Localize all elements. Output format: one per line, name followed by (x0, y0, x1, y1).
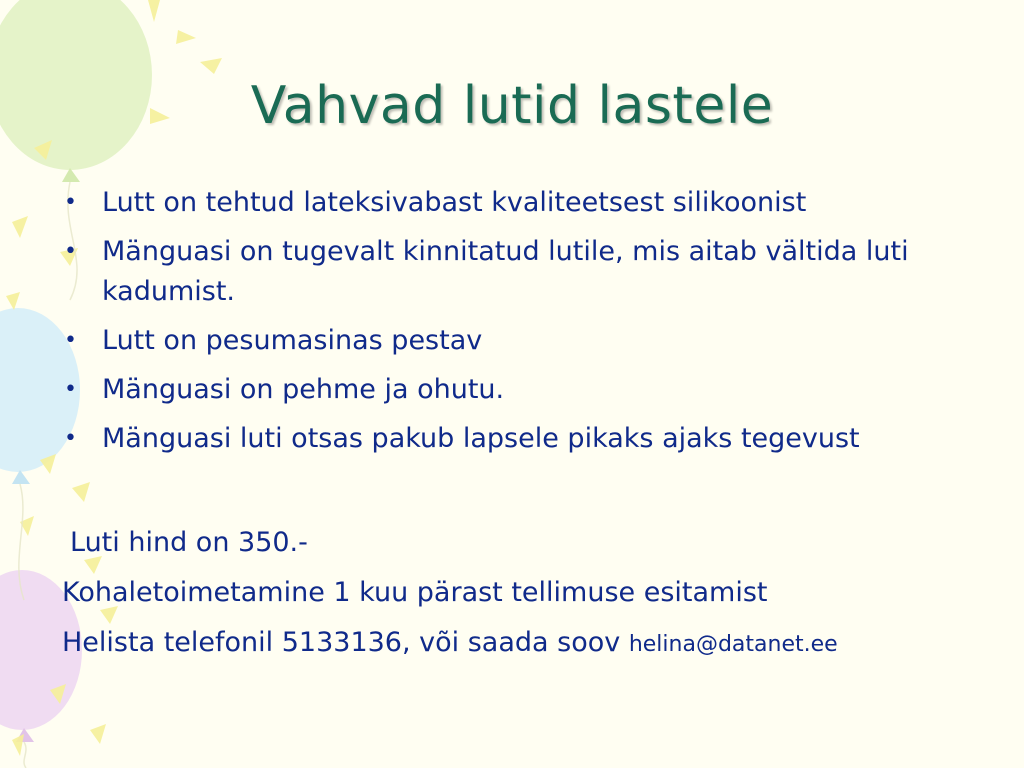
price-line: Luti hind on 350.- (70, 527, 308, 558)
bullet-text: Mänguasi on tugevalt kinnitatud lutile, mis aitab vältida luti kadumist. (102, 236, 909, 307)
bullet-text: Mänguasi on pehme ja ohutu. (102, 374, 505, 405)
bullet-icon: • (64, 328, 77, 353)
list-item (62, 321, 982, 361)
delivery-line: Kohaletoimetamine 1 kuu pärast tellimuse esitamist (62, 577, 768, 608)
list-item (62, 419, 982, 459)
list-item (62, 232, 982, 312)
order-info (62, 518, 982, 670)
bullet-icon: • (64, 377, 77, 402)
bullet-icon: • (64, 190, 77, 215)
bullet-list (62, 183, 982, 468)
bullet-icon: • (64, 426, 77, 451)
list-item (62, 183, 982, 223)
list-item (62, 370, 982, 410)
contact-line (62, 618, 982, 670)
green-balloon-knot (62, 168, 80, 182)
email-text: helina@datanet.ee (628, 632, 838, 657)
bullet-text: Lutt on pesumasinas pestav (102, 325, 483, 356)
bullet-text: Mänguasi luti otsas pakub lapsele pikaks ajaks tegevust (102, 423, 860, 454)
bullet-icon: • (64, 239, 77, 264)
contact-text: Helista telefonil 5133136, või saada soov (62, 627, 621, 658)
slide-title: Vahvad lutid lastele (250, 76, 774, 136)
bullet-text: Lutt on tehtud lateksivabast kvaliteetsest silikoonist (102, 187, 807, 218)
blue-balloon-knot (12, 470, 30, 484)
